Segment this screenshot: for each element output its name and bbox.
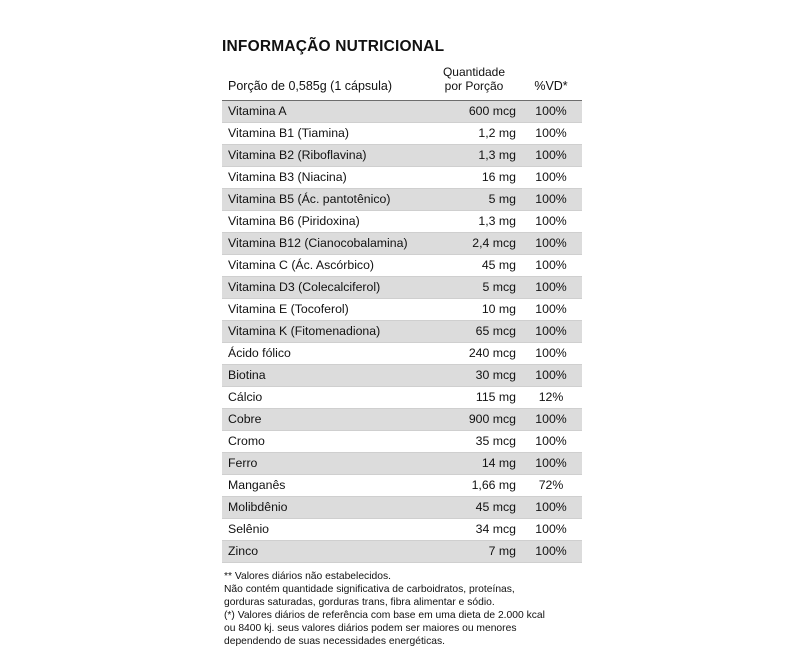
nutrient-vd: 100% <box>535 126 567 141</box>
column-header-quantity <box>428 66 520 94</box>
nutrient-vd: 100% <box>535 148 567 163</box>
nutrient-name: Vitamina B1 (Tiamina) <box>228 126 349 141</box>
table-row <box>222 343 582 365</box>
table-row <box>222 277 582 299</box>
nutrient-vd: 12% <box>538 390 564 405</box>
footnote-line: Não contém quantidade significativa de carboidratos, proteínas, <box>224 583 515 595</box>
nutrient-name: Cromo <box>228 434 265 449</box>
nutrient-quantity: 1,66 mg <box>471 478 516 493</box>
column-header-quantity-line2: por Porção <box>444 78 504 93</box>
nutrient-vd: 100% <box>535 104 567 119</box>
table-row <box>222 321 582 343</box>
nutrient-quantity: 240 mcg <box>468 346 516 361</box>
nutrient-name: Biotina <box>228 368 266 383</box>
footnotes <box>222 570 582 649</box>
table-row <box>222 211 582 233</box>
nutrient-name: Vitamina B2 (Riboflavina) <box>228 148 367 163</box>
nutrient-quantity: 14 mg <box>481 456 516 471</box>
table-row <box>222 123 582 145</box>
table-row <box>222 299 582 321</box>
nutrient-vd: 100% <box>535 258 567 273</box>
portion-text: Porção de 0,585g (1 cápsula) <box>228 78 392 93</box>
nutrient-name: Vitamina K (Fitomenadiona) <box>228 324 381 339</box>
table-header <box>222 66 582 100</box>
nutrient-vd: 100% <box>535 324 567 339</box>
nutrient-vd: 72% <box>538 478 564 493</box>
nutrient-quantity: 900 mcg <box>468 412 516 427</box>
nutrient-quantity: 45 mg <box>481 258 516 273</box>
table-row <box>222 497 582 519</box>
nutrient-name: Cobre <box>228 412 262 427</box>
nutrient-quantity: 10 mg <box>481 302 516 317</box>
nutrient-name: Selênio <box>228 522 270 537</box>
nutrient-quantity: 30 mcg <box>475 368 516 383</box>
footnote-line: dependendo de suas necessidades energéticas. <box>224 636 445 648</box>
nutrient-quantity: 600 mcg <box>468 104 516 119</box>
nutrient-quantity: 115 mg <box>475 390 516 405</box>
nutrient-vd: 100% <box>535 412 567 427</box>
nutrient-vd: 100% <box>535 368 567 383</box>
footnote-line: ** Valores diários não estabelecidos. <box>224 570 391 582</box>
nutrient-quantity: 2,4 mcg <box>472 236 516 251</box>
nutrient-vd: 100% <box>535 456 567 471</box>
footnote-line: ou 8400 kj. seus valores diários podem ser maiores ou menores <box>224 623 517 635</box>
nutrient-name: Vitamina C (Ác. Ascórbico) <box>228 258 375 273</box>
nutrient-name: Manganês <box>228 478 286 493</box>
nutrient-quantity: 5 mcg <box>482 280 516 295</box>
table-row <box>222 101 582 123</box>
table-row <box>222 387 582 409</box>
nutrient-name: Zinco <box>228 544 259 559</box>
table-row <box>222 145 582 167</box>
nutrient-name: Ácido fólico <box>228 346 291 361</box>
nutrient-vd: 100% <box>535 434 567 449</box>
nutrition-label <box>222 38 582 649</box>
nutrient-quantity: 34 mcg <box>475 522 516 537</box>
nutrient-vd: 100% <box>535 346 567 361</box>
nutrient-vd: 100% <box>535 170 567 185</box>
footnote-line: gorduras saturadas, gorduras trans, fibra alimentar e sódio. <box>224 596 495 608</box>
nutrient-vd: 100% <box>535 192 567 207</box>
nutrient-vd: 100% <box>535 280 567 295</box>
nutrient-name: Vitamina B5 (Ác. pantotênico) <box>228 192 391 207</box>
table-row <box>222 409 582 431</box>
nutrient-quantity: 1,2 mg <box>478 126 516 141</box>
table-row <box>222 453 582 475</box>
nutrient-name: Vitamina B12 (Cianocobalamina) <box>228 236 408 251</box>
nutrient-quantity: 35 mcg <box>475 434 516 449</box>
nutrient-name: Vitamina E (Tocoferol) <box>228 302 349 317</box>
column-header-quantity-line1: Quantidade <box>442 65 506 79</box>
nutrient-quantity: 16 mg <box>481 170 516 185</box>
nutrient-quantity: 45 mcg <box>475 500 516 515</box>
page-title: INFORMAÇÃO NUTRICIONAL <box>222 38 445 55</box>
nutrient-name: Vitamina A <box>228 104 287 119</box>
column-header-vd: %VD* <box>534 78 568 93</box>
table-row <box>222 255 582 277</box>
nutrient-table <box>222 101 582 563</box>
nutrient-quantity: 7 mg <box>488 544 516 559</box>
table-row <box>222 431 582 453</box>
table-row <box>222 475 582 497</box>
table-row <box>222 541 582 563</box>
table-row <box>222 167 582 189</box>
table-row <box>222 365 582 387</box>
nutrient-name: Cálcio <box>228 390 263 405</box>
nutrient-quantity: 65 mcg <box>475 324 516 339</box>
footnote-line: (*) Valores diários de referência com base em uma dieta de 2.000 kcal <box>224 610 545 622</box>
nutrient-quantity: 5 mg <box>488 192 516 207</box>
nutrient-vd: 100% <box>535 302 567 317</box>
table-row <box>222 233 582 255</box>
nutrient-vd: 100% <box>535 214 567 229</box>
nutrient-name: Vitamina D3 (Colecalciferol) <box>228 280 381 295</box>
nutrient-name: Ferro <box>228 456 258 471</box>
nutrient-vd: 100% <box>535 522 567 537</box>
table-row <box>222 189 582 211</box>
nutrient-vd: 100% <box>535 544 567 559</box>
nutrient-name: Vitamina B6 (Piridoxina) <box>228 214 360 229</box>
nutrient-vd: 100% <box>535 500 567 515</box>
nutrient-name: Vitamina B3 (Niacina) <box>228 170 347 185</box>
nutrient-quantity: 1,3 mg <box>478 148 516 163</box>
nutrient-quantity: 1,3 mg <box>478 214 516 229</box>
table-row <box>222 519 582 541</box>
nutrient-vd: 100% <box>535 236 567 251</box>
nutrient-name: Molibdênio <box>228 500 288 515</box>
